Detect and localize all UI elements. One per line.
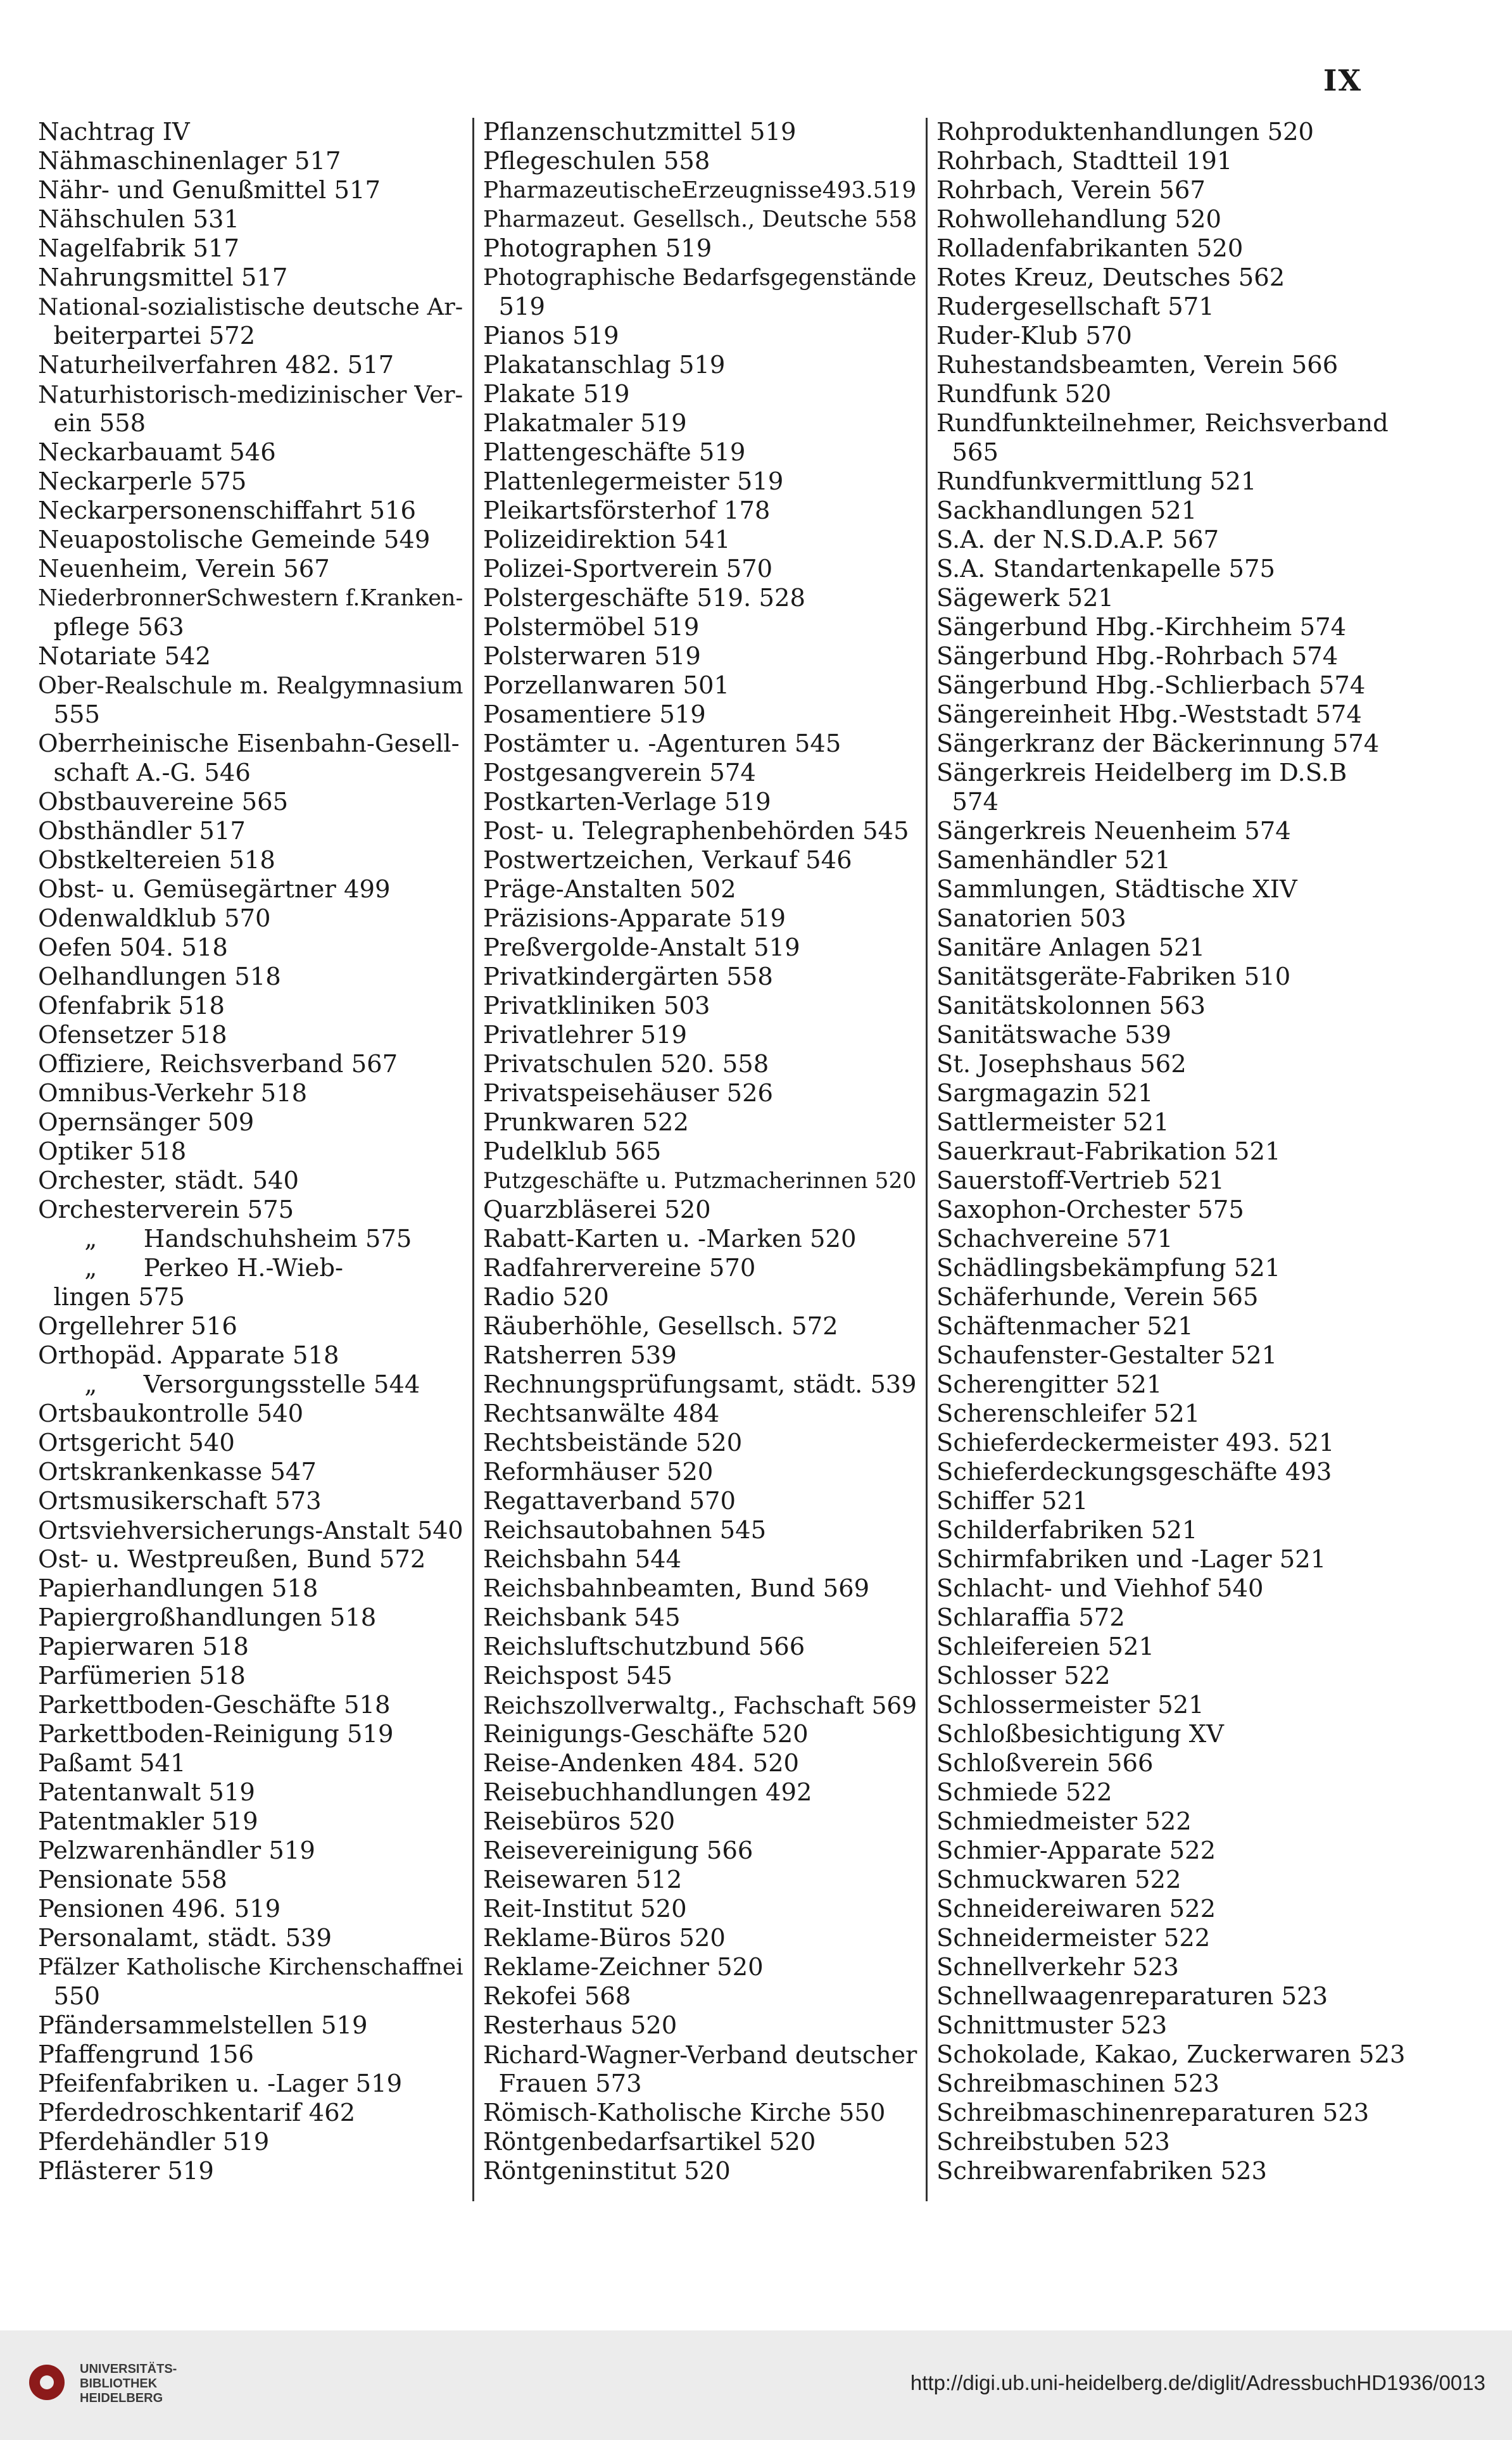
index-entry: Notariate 542 [38,642,211,671]
index-entry: Sängerkranz der Bäckerinnung 574 [936,730,1380,758]
index-entry: Nachtrag IV [38,118,190,146]
index-entry: Ratsherren 539 [483,1341,677,1370]
index-entry: Sängerbund Hbg.-Kirchheim 574 [936,613,1347,642]
index-entry: Privatlehrer 519 [483,1021,688,1049]
index-entry: Ruder-Klub 570 [936,322,1132,350]
index-entry: Schreibstuben 523 [936,2128,1170,2156]
index-entry: Schnittmuster 523 [936,2011,1168,2040]
index-entry: Reformhäuser 520 [483,1458,714,1486]
index-column-3 [926,118,1483,2201]
index-entry: beiterpartei 572 [38,322,256,350]
index-entry: Putzgeschäfte u. Putzmacherinnen 520 [483,1168,917,1194]
index-entry: Ortsmusikerschaft 573 [38,1487,322,1515]
index-entry: Regattaverband 570 [483,1487,736,1515]
index-entry: Pflegeschulen 558 [483,147,710,175]
index-entry: Sanitäre Anlagen 521 [936,933,1206,962]
index-entry: Röntgenbedarfsartikel 520 [483,2128,816,2156]
index-entry: Schaufenster-Gestalter 521 [936,1341,1278,1370]
index-entry: Reisewaren 512 [483,1866,683,1894]
index-entry: Reit-Institut 520 [483,1895,687,1923]
index-entry: Nähschulen 531 [38,205,239,234]
index-entry: Privatkliniken 503 [483,992,710,1020]
index-entry: Pharmazeut. Gesellsch., Deutsche 558 [483,206,917,232]
index-entry: Papierwaren 518 [38,1633,249,1661]
index-entry: Sängerkreis Neuenheim 574 [936,817,1291,845]
index-entry: Plakatmaler 519 [483,409,687,438]
index-entry: Parfümerien 518 [38,1662,246,1690]
index-entry: Räuberhöhle, Gesellsch. 572 [483,1312,838,1341]
index-entry: Plattenlegermeister 519 [483,467,784,496]
index-entry: Pferdehändler 519 [38,2128,270,2156]
index-entry: Nahrungsmittel 517 [38,263,288,292]
index-entry: Schmier-Apparate 522 [936,1836,1216,1865]
index-entry: Reichsautobahnen 545 [483,1516,767,1545]
index-entry: Plakatanschlag 519 [483,351,726,379]
index-entry: Reklame-Zeichner 520 [483,1953,764,1982]
index-entry: Privatkindergärten 558 [483,963,773,991]
index-entry: Polstergeschäfte 519. 528 [483,584,805,612]
index-entry: Oelhandlungen 518 [38,963,281,991]
index-entry: Plakate 519 [483,380,630,408]
index-entry: Ofenfabrik 518 [38,992,225,1020]
index-entry: Pleikartsförsterhof 178 [483,496,771,525]
index-entry: Reichsluftschutzbund 566 [483,1633,805,1661]
index-entry: Postwertzeichen, Verkauf 546 [483,846,852,875]
index-entry: Polstermöbel 519 [483,613,700,642]
index-entry: Reinigungs-Geschäfte 520 [483,1720,809,1748]
source-url-link[interactable]: http://digi.ub.uni-heidelberg.de/diglit/AdressbuchHD1936/0013 [910,2371,1485,2394]
index-entry: Sängerbund Hbg.-Schlierbach 574 [936,671,1366,700]
index-entry: St. Josephshaus 562 [936,1050,1187,1078]
index-entry: National-sozialistische deutsche Ar- [38,293,463,320]
index-entry: Sängerbund Hbg.-Rohrbach 574 [936,642,1339,671]
index-entry: Nähmaschinenlager 517 [38,147,341,175]
index-entry: Sängerkreis Heidelberg im D.S.B [936,759,1347,787]
index-entry: Schieferdeckermeister 493. 521 [936,1429,1335,1457]
index-entry: Pfändersammelstellen 519 [38,2011,368,2040]
index-entry: Schleifereien 521 [936,1633,1154,1661]
index-entry: Rudergesellschaft 571 [936,293,1214,321]
index-entry: Omnibus-Verkehr 518 [38,1079,308,1108]
index-entry: Oberrheinische Eisenbahn-Gesell- [38,730,460,758]
index-entry: Reise-Andenken 484. 520 [483,1749,800,1778]
index-entry: Orchesterverein 575 [38,1196,294,1224]
index-entry: Opernsänger 509 [38,1108,255,1137]
index-entry: Pfeifenfabriken u. -Lager 519 [38,2070,403,2098]
index-entry: Oefen 504. 518 [38,933,228,962]
index-entry: NiederbronnerSchwestern f.Kranken- [38,585,463,611]
index-entry: Parkettboden-Reinigung 519 [38,1720,394,1748]
index-entry: 574 [936,788,999,816]
index-entry: Pflanzenschutzmittel 519 [483,118,797,146]
index-entry: Resterhaus 520 [483,2011,677,2040]
index-entry: Rolladenfabrikanten 520 [936,234,1244,263]
index-entry: Schneidermeister 522 [936,1924,1211,1952]
index-entry: Neuenheim, Verein 567 [38,555,330,583]
index-entry: Pfälzer Katholische Kirchenschaffnei [38,1954,463,1980]
index-column-2 [472,118,926,2201]
index-entry: Reichsbank 545 [483,1603,681,1632]
index-entry: Schloßverein 566 [936,1749,1154,1778]
index-entry: Neckarbauamt 546 [38,438,276,467]
index-entry: Präzisions-Apparate 519 [483,904,786,933]
index-entry: Schmiedmeister 522 [936,1807,1192,1836]
library-name [80,2362,177,2406]
index-entry: Pensionate 558 [38,1866,227,1894]
index-entry: Sauerstoff-Vertrieb 521 [936,1166,1225,1195]
index-entry: Schokolade, Kakao, Zuckerwaren 523 [936,2040,1406,2069]
index-entry: Neuapostolische Gemeinde 549 [38,526,431,554]
index-entry: Richard-Wagner-Verband deutscher [483,2041,917,2069]
index-entry: Reisebuchhandlungen 492 [483,1778,812,1807]
index-entry: Reichspost 545 [483,1662,672,1690]
index-entry: Nähr- und Genußmittel 517 [38,176,381,205]
library-name-line: HEIDELBERG [80,2391,163,2405]
index-entry: Rekofei 568 [483,1982,631,2011]
index-entry: 555 [38,700,100,729]
index-entry: Schiffer 521 [936,1487,1088,1515]
index-entry: Privatspeisehäuser 526 [483,1079,774,1108]
index-entry: Schilderfabriken 521 [936,1516,1198,1545]
index-entry: Scherenschleifer 521 [936,1400,1200,1428]
index-entry: Pelzwarenhändler 519 [38,1836,315,1865]
index-entry: Sanitätsgeräte-Fabriken 510 [936,963,1291,991]
library-name-line: UNIVERSITÄTS- [80,2362,177,2376]
index-entry: Sammlungen, Städtische XIV [936,875,1297,904]
index-entry: Sanitätskolonnen 563 [936,992,1206,1020]
index-entry: Rohrbach, Stadtteil 191 [936,147,1233,175]
index-entry: Scherengitter 521 [936,1370,1162,1399]
index-entry: Parkettboden-Geschäfte 518 [38,1691,391,1719]
index-entry: Sattlermeister 521 [936,1108,1169,1137]
index-entry: Schnellwaagenreparaturen 523 [936,1982,1328,2011]
index-entry: Frauen 573 [483,2070,642,2098]
index-entry: Schäftenmacher 521 [936,1312,1194,1341]
index-entry: Schlossermeister 521 [936,1691,1204,1719]
index-entry: Rabatt-Karten u. -Marken 520 [483,1225,857,1253]
index-entry: Paßamt 541 [38,1749,186,1778]
index-entry: Pensionen 496. 519 [38,1895,281,1923]
index-entry: Rechtsbeistände 520 [483,1429,743,1457]
index-entry: PharmazeutischeErzeugnisse493.519 [483,177,917,203]
index-entry: Rundfunkvermittlung 521 [936,467,1257,496]
index-entry: Pferdedroschkentarif 462 [38,2099,356,2127]
index-entry: Pflästerer 519 [38,2157,214,2185]
index-entry: Rotes Kreuz, Deutsches 562 [936,263,1285,292]
index-entry: Posamentiere 519 [483,700,706,729]
index-entry: Rohrbach, Verein 567 [936,176,1206,205]
index-entry: Ortsviehversicherungs-Anstalt 540 [38,1517,463,1545]
index-entry: Sanatorien 503 [936,904,1126,933]
index-entry: Schlosser 522 [936,1662,1111,1690]
index-entry: Orgellehrer 516 [38,1312,237,1341]
index-entry: Patentmakler 519 [38,1807,258,1836]
index-entry: Rohwollehandlung 520 [936,205,1221,234]
index-entry: Römisch-Katholische Kirche 550 [483,2099,886,2127]
index-entry: Reichsbahn 544 [483,1545,682,1574]
index-entry: Pfaffengrund 156 [38,2040,255,2069]
index-entry: Ober-Realschule m. Realgymnasium [38,672,463,699]
index-entry: Schloßbesichtigung XV [936,1720,1224,1748]
index-entry: Personalamt, städt. 539 [38,1924,332,1952]
index-entry: Präge-Anstalten 502 [483,875,736,904]
index-entry: Reklame-Büros 520 [483,1924,726,1952]
index-entry: Ruhestandsbeamten, Verein 566 [936,351,1339,379]
index-entry: Obsthändler 517 [38,817,246,845]
page-number: IX [1323,63,1363,98]
index-entry: Sägewerk 521 [936,584,1114,612]
index-entry: Reisebüros 520 [483,1807,676,1836]
index-entry: „ Perkeo H.-Wieb- [38,1254,344,1282]
index-entry: Schmuckwaren 522 [936,1866,1181,1894]
index-entry: Schädlingsbekämpfung 521 [936,1254,1281,1282]
index-entry: Rundfunk 520 [936,380,1112,408]
index-entry: Pianos 519 [483,322,619,350]
index-entry: Sängereinheit Hbg.-Weststadt 574 [936,700,1362,729]
index-entry: Naturheilverfahren 482. 517 [38,351,394,379]
index-entry: Ortsgericht 540 [38,1429,235,1457]
index-entry: Schmiede 522 [936,1778,1112,1807]
index-entry: Postgesangverein 574 [483,759,756,787]
index-entry: Nagelfabrik 517 [38,234,240,263]
index-entry: Polizeidirektion 541 [483,526,731,554]
index-entry: Schlaraffia 572 [936,1603,1125,1632]
index-entry: Schreibmaschinenreparaturen 523 [936,2099,1370,2127]
index-entry: Schieferdeckungsgeschäfte 493 [936,1458,1332,1486]
index-entry: ein 558 [38,409,146,438]
index-entry: Obstbauvereine 565 [38,788,289,816]
index-entry: Rundfunkteilnehmer, Reichsverband [936,409,1389,438]
index-entry: Privatschulen 520. 558 [483,1050,769,1078]
index-entry: Radio 520 [483,1283,609,1312]
index-entry: Quarzbläserei 520 [483,1196,711,1224]
index-entry: Neckarperle 575 [38,467,247,496]
index-entry: Prunkwaren 522 [483,1108,689,1137]
index-entry: Reisevereinigung 566 [483,1836,753,1865]
index-entry: Schneidereiwaren 522 [936,1895,1216,1923]
index-entry: Schreibwarenfabriken 523 [936,2157,1267,2185]
index-entry: Schirmfabriken und -Lager 521 [936,1545,1326,1574]
index-entry: Photographen 519 [483,234,712,263]
index-entry: pflege 563 [38,613,184,642]
index-entry: Ortskrankenkasse 547 [38,1458,317,1486]
index-entry: schaft A.-G. 546 [38,759,251,787]
index-entry: S.A. der N.S.D.A.P. 567 [936,526,1219,554]
index-entry: Obstkeltereien 518 [38,846,275,875]
index-entry: Obst- u. Gemüsegärtner 499 [38,875,391,904]
index-entry: lingen 575 [38,1283,185,1312]
index-entry: Polsterwaren 519 [483,642,701,671]
index-entry: Pudelklub 565 [483,1137,662,1166]
index-entry: Porzellanwaren 501 [483,671,729,700]
index-entry: Postämter u. -Agenturen 545 [483,730,841,758]
index-entry: S.A. Standartenkapelle 575 [936,555,1276,583]
index-entry: Rechtsanwälte 484 [483,1400,720,1428]
index-entry: Polizei-Sportverein 570 [483,555,773,583]
index-entry: Reichsbahnbeamten, Bund 569 [483,1574,870,1603]
index-entry: Sanitätswache 539 [936,1021,1171,1049]
index-entry: Naturhistorisch-medizinischer Ver- [38,381,463,408]
index-entry: Plattengeschäfte 519 [483,438,746,467]
index-entry: Rechnungsprüfungsamt, städt. 539 [483,1370,917,1399]
index-columns [29,118,1483,2201]
index-entry: Schachvereine 571 [936,1225,1173,1253]
index-entry: Sauerkraut-Fabrikation 521 [936,1137,1281,1166]
index-entry: Orchester, städt. 540 [38,1166,299,1195]
library-logo-icon [29,2365,65,2400]
index-entry: 519 [483,293,545,321]
index-entry: Optiker 518 [38,1137,187,1166]
index-entry: Röntgeninstitut 520 [483,2157,731,2185]
index-entry: Papierhandlungen 518 [38,1574,318,1603]
index-entry: Ortsbaukontrolle 540 [38,1400,304,1428]
index-entry: Papiergroßhandlungen 518 [38,1603,377,1632]
index-entry: Schlacht- und Viehhof 540 [936,1574,1264,1603]
index-entry: „ Handschuhsheim 575 [38,1225,412,1253]
index-entry: Schnellverkehr 523 [936,1953,1179,1982]
index-column-1 [29,118,472,2201]
index-entry: Sackhandlungen 521 [936,496,1197,525]
index-entry: 565 [936,438,999,467]
index-entry: Patentanwalt 519 [38,1778,255,1807]
index-entry: Preßvergolde-Anstalt 519 [483,933,800,962]
index-entry: Offiziere, Reichsverband 567 [38,1050,398,1078]
index-entry: Radfahrervereine 570 [483,1254,756,1282]
index-entry: Neckarpersonenschiffahrt 516 [38,496,416,525]
index-entry: Saxophon-Orchester 575 [936,1196,1244,1224]
index-entry: Schreibmaschinen 523 [936,2070,1219,2098]
index-entry: 550 [38,1982,100,2011]
index-entry: Reichszollverwaltg., Fachschaft 569 [483,1691,917,1719]
index-entry: Photographische Bedarfsgegenstände [483,265,917,291]
index-entry: Rohproduktenhandlungen 520 [936,118,1314,146]
index-entry: Post- u. Telegraphenbehörden 545 [483,817,909,845]
footer-bar [0,2330,1512,2440]
index-entry: Samenhändler 521 [936,846,1171,875]
index-entry: Orthopäd. Apparate 518 [38,1341,339,1370]
index-entry: „ Versorgungsstelle 544 [38,1370,420,1399]
library-name-line: BIBLIOTHEK [80,2377,158,2391]
index-entry: Ofensetzer 518 [38,1021,227,1049]
index-entry: Ost- u. Westpreußen, Bund 572 [38,1545,426,1574]
index-entry: Odenwaldklub 570 [38,904,271,933]
index-entry: Postkarten-Verlage 519 [483,788,771,816]
index-entry: Schäferhunde, Verein 565 [936,1283,1259,1312]
index-entry: Sargmagazin 521 [936,1079,1154,1108]
